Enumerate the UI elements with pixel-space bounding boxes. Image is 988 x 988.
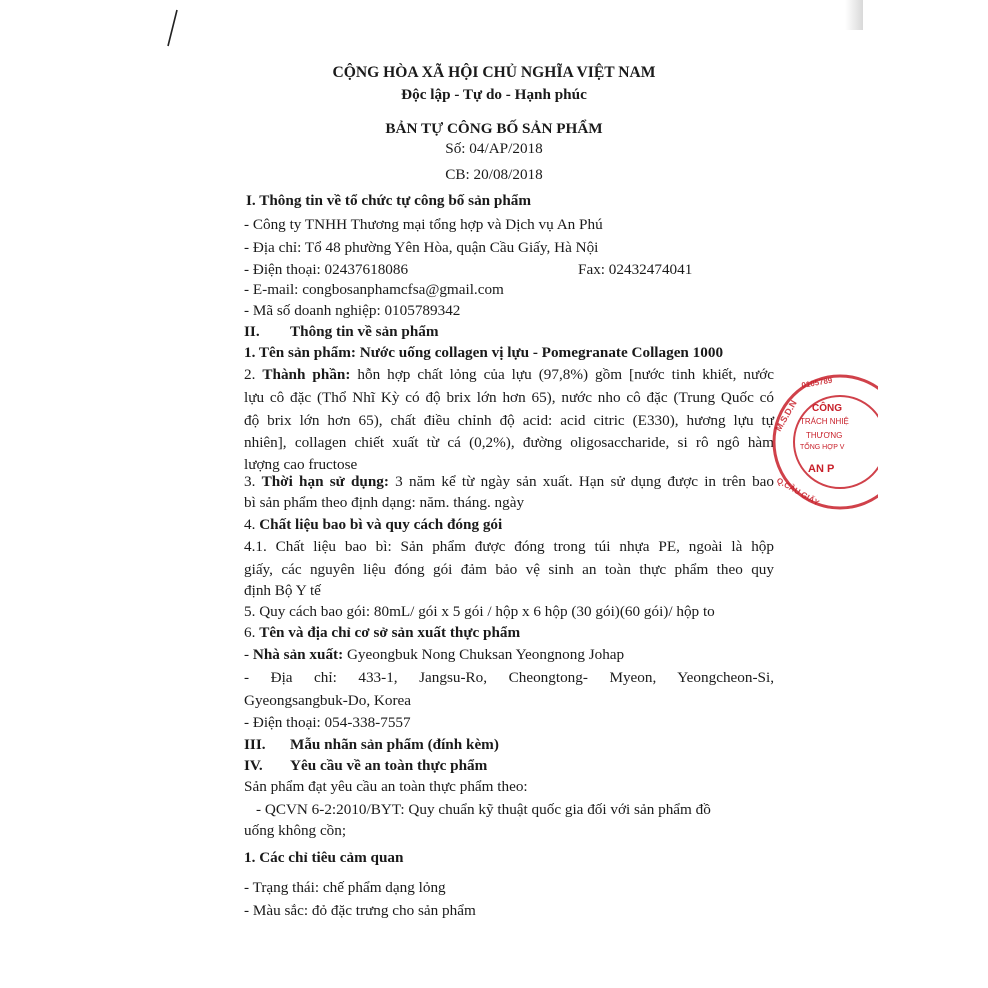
seal-line-1: CÔNG	[812, 403, 842, 414]
document-number: Số: 04/AP/2018	[445, 140, 543, 157]
company-email: - E-mail: congbosanphamcfsa@gmail.com	[244, 281, 504, 298]
manufacturer-value: Gyeongbuk Nong Chuksan Yeongnong Johap	[343, 646, 625, 663]
standard-line-2: uống không cồn;	[244, 822, 347, 839]
svg-text:Q.CẦU GIẤY: Q.CẦU GIẤY	[775, 475, 821, 508]
manufacturer-address-2: Gyeongsangbuk-Do, Korea	[244, 692, 412, 709]
ingredients-line-4: nhiên], collagen chiết xuất từ cá (0,2%), đường oligosaccharide, si rô ngô hàm	[244, 434, 774, 451]
seal-line-4: TỔNG HỢP V	[800, 444, 845, 451]
section-3-heading: Mẫu nhãn sản phẩm (đính kèm)	[290, 736, 499, 753]
manufacturer-heading-text: Tên và địa chỉ cơ sở sản xuất thực phẩm	[259, 624, 521, 641]
company-address: - Địa chỉ: Tổ 48 phường Yên Hòa, quận Cầu Giấy, Hà Nội	[244, 239, 599, 256]
packaging-heading	[244, 516, 502, 534]
section-1-heading: I. Thông tin về tổ chức tự công bố sản phẩm	[246, 192, 532, 209]
shelf-life-line-1: 3. Thời hạn sử dụng: 3 năm kể từ ngày sản xuất. Hạn sử dụng được in trên bao	[244, 473, 774, 490]
sensory-state: - Trạng thái: chế phẩm dạng lỏng	[244, 879, 446, 896]
safety-intro: Sản phẩm đạt yêu cầu an toàn thực phẩm theo:	[244, 778, 528, 795]
standard-line-1: - QCVN 6-2:2010/BYT: Quy chuẩn kỹ thuật quốc gia đối với sản phẩm đồ	[256, 801, 711, 818]
section-4-number: IV.	[244, 757, 263, 774]
ingredients-line-2: lựu cô đặc (Thổ Nhĩ Kỳ có độ brix lớn hơn 65), nước nho cô đặc (Trung Quốc có	[244, 389, 774, 406]
inline-bold-label: Thành phần:	[262, 366, 351, 383]
product-name-value: Nước uống collagen vị lựu - Pomegranate Collagen 1000	[355, 344, 724, 361]
product-name-label: 1. Tên sản phẩm:	[244, 344, 356, 361]
document-date: CB: 20/08/2018	[445, 166, 543, 183]
seal-line-5: AN P	[808, 463, 835, 475]
manufacturer-heading	[244, 624, 520, 642]
section-3-number: III.	[244, 736, 266, 753]
country-header: CỘNG HÒA XÃ HỘI CHỦ NGHĨA VIỆT NAM	[332, 64, 656, 81]
svg-text:0105789: 0105789	[800, 375, 834, 390]
company-seal	[768, 372, 878, 512]
company-name: - Công ty TNHH Thương mại tổng hợp và Dịch vụ An Phú	[244, 216, 603, 233]
material-line-2: giấy, các nguyên liệu đóng gói đảm bảo vệ sinh an toàn thực phẩm theo quy	[244, 561, 774, 578]
manufacturer-label: Nhà sản xuất:	[252, 646, 344, 663]
scan-edge-shadow	[845, 0, 863, 30]
seal-line-2: TRÁCH NHIỆ	[800, 417, 849, 426]
inline-bold-label: Thời hạn sử dụng:	[261, 473, 389, 490]
section-2-heading: Thông tin về sản phẩm	[290, 323, 439, 340]
svg-text:M.S.D.N: M.S.D.N	[773, 398, 799, 433]
pack-spec: 5. Quy cách bao gói: 80mL/ gói x 5 gói / hộp x 6 hộp (30 gói)(60 gói)/ hộp to	[244, 603, 715, 620]
seal-line-3: THƯƠNG	[806, 431, 843, 440]
sensory-heading: 1. Các chỉ tiêu cảm quan	[244, 849, 404, 866]
pen-mark	[162, 8, 182, 48]
ingredients-line-3: độ brix lớn hơn 65), chất điều chỉnh độ acid: acid citric (E330), hương lựu tự	[244, 412, 774, 429]
manufacturer: - Nhà sản xuất: Gyeongbuk Nong Chuksan Yeongnong Johap	[244, 646, 625, 663]
shelf-life-line-2: bì sản phẩm theo định dạng: năm. tháng. ngày	[244, 494, 525, 511]
section-2-number: II.	[244, 323, 260, 340]
company-tax-code: - Mã số doanh nghiệp: 0105789342	[244, 302, 461, 319]
company-phone: - Điện thoại: 02437618086	[244, 261, 409, 278]
ingredients-line-1: 2. Thành phần: hỗn hợp chất lỏng của lựu (97,8%) gồm [nước tinh khiết, nước	[244, 366, 774, 383]
manufacturer-heading-number: 6.	[244, 624, 256, 641]
company-seal-graphic	[768, 372, 878, 512]
ingredients-line-5: lượng cao fructose	[244, 456, 358, 473]
company-fax: Fax: 02432474041	[578, 261, 693, 278]
packaging-heading-number: 4.	[244, 516, 256, 533]
sensory-color: - Màu sắc: đỏ đặc trưng cho sản phẩm	[244, 902, 476, 919]
packaging-heading-text: Chất liệu bao bì và quy cách đóng gói	[259, 516, 503, 533]
material-line-3: định Bộ Y tế	[244, 582, 321, 599]
motto: Độc lập - Tự do - Hạnh phúc	[401, 86, 587, 103]
section-4-heading: Yêu cầu về an toàn thực phẩm	[290, 757, 488, 774]
product-name	[244, 344, 723, 362]
material-line-1: 4.1. Chất liệu bao bì: Sản phẩm được đóng trong túi nhựa PE, ngoài là hộp	[244, 538, 774, 555]
manufacturer-phone: - Điện thoại: 054-338-7557	[244, 714, 411, 731]
manufacturer-address-1: - Địa chỉ: 433-1, Jangsu-Ro, Cheongtong- Myeon, Yeongcheon-Si,	[244, 669, 774, 686]
document-title: BẢN TỰ CÔNG BỐ SẢN PHẨM	[385, 120, 603, 137]
